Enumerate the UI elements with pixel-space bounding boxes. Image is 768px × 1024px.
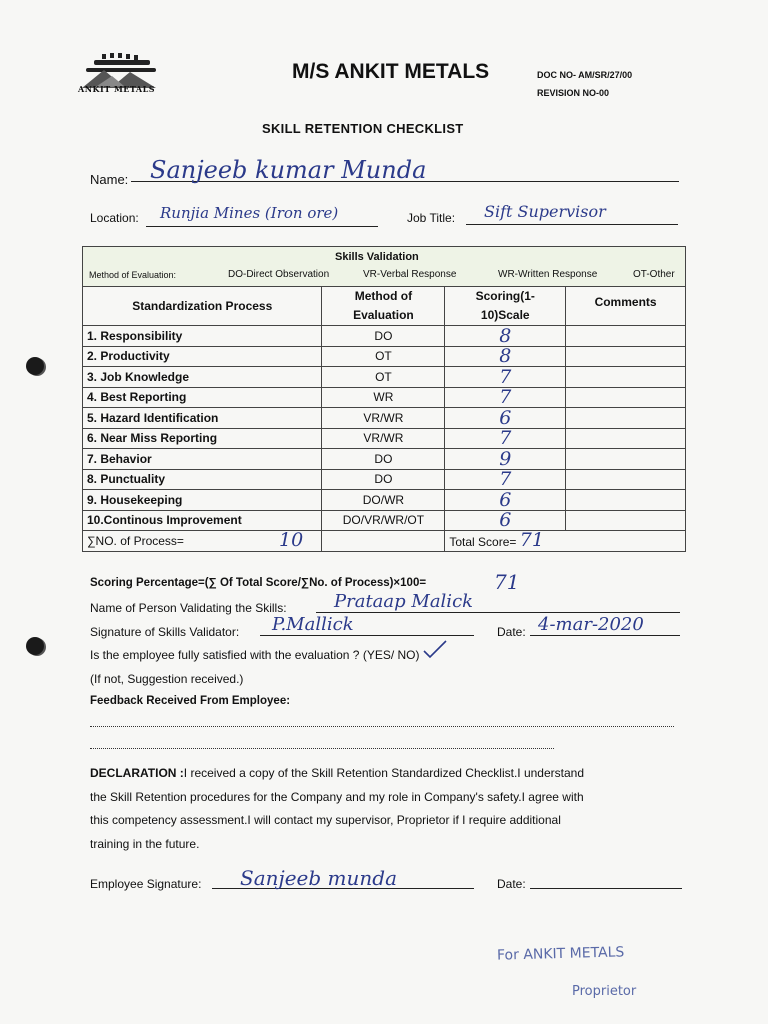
punch-hole <box>26 357 44 375</box>
method-ot: OT-Other <box>633 269 675 280</box>
feedback-label: Feedback Received From Employee: <box>90 695 291 707</box>
validation-band <box>82 246 686 286</box>
totals-blank-cell <box>322 531 445 552</box>
location-underline <box>146 226 378 227</box>
feedback-line[interactable] <box>90 726 674 727</box>
validator-name-underline <box>316 612 680 613</box>
process-count-label: ∑NO. of Process= <box>87 533 184 548</box>
table-row <box>83 346 686 367</box>
header-method <box>322 287 445 326</box>
comment-cell[interactable] <box>566 428 686 449</box>
table-row <box>83 469 686 490</box>
comment-cell[interactable] <box>566 510 686 531</box>
comment-cell[interactable] <box>566 449 686 470</box>
comment-cell[interactable] <box>566 387 686 408</box>
method-cell: DO <box>322 469 445 490</box>
table-row <box>83 449 686 470</box>
skills-table <box>82 286 686 552</box>
name-field[interactable]: Sanjeeb kumar Munda <box>150 156 427 184</box>
scoring-percentage-value[interactable]: 71 <box>494 570 520 594</box>
method-cell: WR <box>322 387 445 408</box>
method-cell: DO <box>322 449 445 470</box>
score-cell[interactable]: 6 <box>445 510 566 531</box>
score-cell[interactable]: 7 <box>445 469 566 490</box>
scoring-percentage-label: Scoring Percentage=(∑ Of Total Score/∑No. of Process)×100= <box>90 577 427 589</box>
declaration <box>90 762 690 856</box>
name-label: Name: <box>90 172 129 187</box>
declaration-label: DECLARATION : <box>90 766 184 780</box>
process-cell: 2. Productivity <box>83 346 322 367</box>
table-row <box>83 490 686 511</box>
employee-date-underline[interactable] <box>530 888 682 889</box>
method-vr: VR-Verbal Response <box>363 269 457 280</box>
comment-cell[interactable] <box>566 326 686 347</box>
total-score-cell <box>445 531 686 552</box>
process-cell: 6. Near Miss Reporting <box>83 428 322 449</box>
page-title: SKILL RETENTION CHECKLIST <box>262 121 464 136</box>
score-cell[interactable]: 7 <box>445 367 566 388</box>
method-cell: DO <box>322 326 445 347</box>
comment-cell[interactable] <box>566 490 686 511</box>
process-cell: 1. Responsibility <box>83 326 322 347</box>
score-cell[interactable]: 7 <box>445 387 566 408</box>
validator-date-field[interactable]: 4-mar-2020 <box>538 614 644 635</box>
validator-signature-label: Signature of Skills Validator: <box>90 625 240 639</box>
process-cell: 7. Behavior <box>83 449 322 470</box>
job-title-label: Job Title: <box>407 211 456 225</box>
location-field[interactable]: Runjia Mines (Iron ore) <box>160 204 339 222</box>
score-cell[interactable]: 6 <box>445 408 566 429</box>
validator-name-field[interactable]: Prataap Malick <box>334 591 474 612</box>
revision-number: REVISION NO-00 <box>537 88 610 98</box>
suggestion-note: (If not, Suggestion received.) <box>90 672 244 686</box>
process-cell: 8. Punctuality <box>83 469 322 490</box>
validator-date-underline <box>530 635 680 636</box>
company-logo <box>72 52 168 96</box>
table-header-row <box>83 287 686 326</box>
method-cell: OT <box>322 346 445 367</box>
header-scoring-line1: Scoring(1- <box>475 289 535 303</box>
company-stamp-text: For ANKIT METALS <box>496 944 625 964</box>
header-scoring-line2: 10)Scale <box>480 308 530 322</box>
process-cell: 5. Hazard Identification <box>83 408 322 429</box>
score-cell[interactable]: 9 <box>445 449 566 470</box>
employee-signature-label: Employee Signature: <box>90 877 202 891</box>
validator-signature-underline <box>260 635 474 636</box>
employee-signature[interactable]: Sanjeeb munda <box>240 866 397 890</box>
header-process: Standardization Process <box>83 287 322 326</box>
comment-cell[interactable] <box>566 346 686 367</box>
validator-name-label: Name of Person Validating the Skills: <box>90 601 287 615</box>
company-name: M/S ANKIT METALS <box>292 60 490 83</box>
process-cell: 4. Best Reporting <box>83 387 322 408</box>
comment-cell[interactable] <box>566 469 686 490</box>
satisfaction-question: Is the employee fully satisfied with the evaluation ? (YES/ NO) <box>90 648 420 662</box>
table-row <box>83 367 686 388</box>
table-row <box>83 326 686 347</box>
header-comments: Comments <box>566 287 686 326</box>
score-cell[interactable]: 8 <box>445 326 566 347</box>
table-row <box>83 387 686 408</box>
declaration-line: training in the future. <box>90 836 200 851</box>
header-method-line1: Method of <box>354 289 413 303</box>
table-row <box>83 428 686 449</box>
declaration-line: I received a copy of the Skill Retention Standardized Checklist.I understand <box>183 766 585 780</box>
job-title-field[interactable]: Sift Supervisor <box>484 202 606 221</box>
logo-text: ANKIT METALS <box>78 84 156 94</box>
table-row <box>83 408 686 429</box>
proprietor-stamp-text: Proprietor <box>572 984 637 999</box>
declaration-line: this competency assessment.I will contact my supervisor, Proprietor if I require additional <box>90 813 561 827</box>
method-label: Method of Evaluation: <box>89 270 177 280</box>
method-cell: DO/VR/WR/OT <box>322 510 445 531</box>
job-title-underline <box>466 224 678 225</box>
feedback-line[interactable] <box>90 748 554 749</box>
process-cell: 9. Housekeeping <box>83 490 322 511</box>
total-score-label: Total Score= <box>449 535 517 550</box>
location-label: Location: <box>90 211 139 225</box>
declaration-line: the Skill Retention procedures for the Company and my role in Company's safety.I agree with <box>90 789 584 804</box>
method-cell: DO/WR <box>322 490 445 511</box>
header-method-line2: Evaluation <box>353 308 414 322</box>
table-row <box>83 510 686 531</box>
comment-cell[interactable] <box>566 408 686 429</box>
process-cell: 3. Job Knowledge <box>83 367 322 388</box>
yes-checkmark[interactable] <box>422 639 448 664</box>
header-scoring <box>445 287 566 326</box>
validator-signature[interactable]: P.Mallick <box>272 614 354 635</box>
score-cell[interactable]: 8 <box>445 346 566 367</box>
score-cell[interactable]: 7 <box>445 428 566 449</box>
comment-cell[interactable] <box>566 367 686 388</box>
process-count-value[interactable]: 10 <box>279 529 304 551</box>
method-cell: OT <box>322 367 445 388</box>
validator-date-label: Date: <box>497 625 526 639</box>
method-wr: WR-Written Response <box>498 269 598 280</box>
punch-hole <box>26 637 44 655</box>
method-cell: VR/WR <box>322 428 445 449</box>
total-score-value[interactable]: 71 <box>519 529 544 552</box>
score-cell[interactable]: 6 <box>445 490 566 511</box>
employee-date-label: Date: <box>497 877 526 891</box>
doc-number: DOC NO- AM/SR/27/00 <box>537 70 633 80</box>
method-cell: VR/WR <box>322 408 445 429</box>
process-count-cell <box>83 531 322 552</box>
process-cell: 10.Continous Improvement <box>83 510 322 531</box>
validation-heading: Skills Validation <box>335 251 419 263</box>
totals-row <box>83 531 686 552</box>
method-do: DO-Direct Observation <box>228 269 330 280</box>
